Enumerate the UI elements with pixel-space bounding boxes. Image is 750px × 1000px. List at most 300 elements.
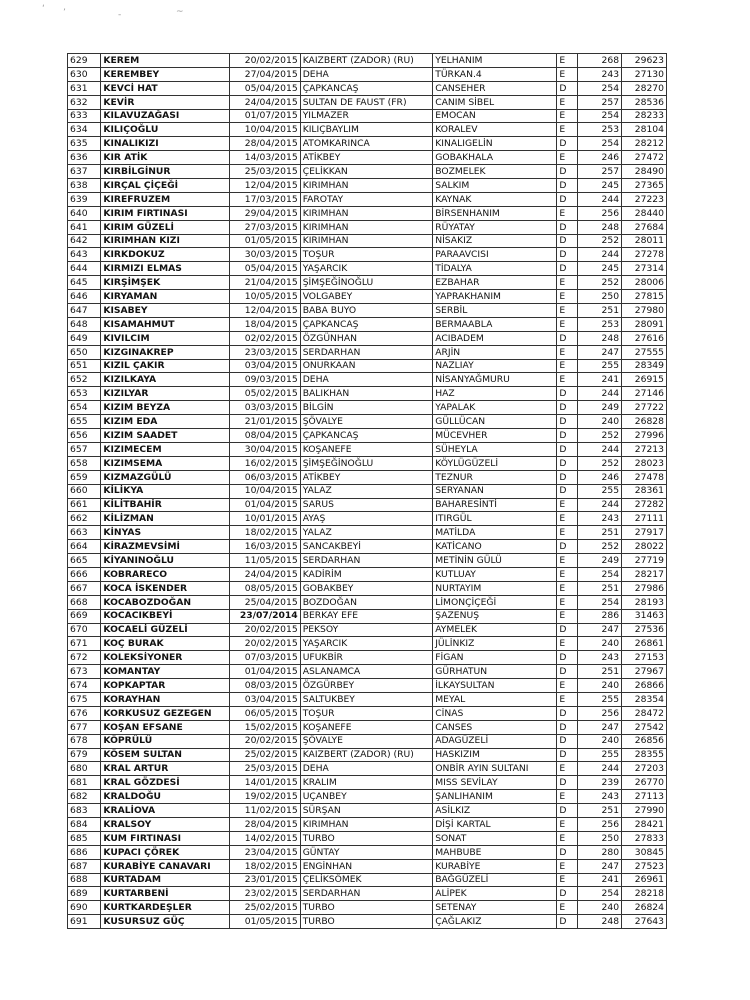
table-row <box>68 845 667 859</box>
row-number-cell: 666 <box>68 567 101 581</box>
sex-code-cell: E <box>557 373 578 387</box>
birth-date-cell: 21/01/2015 <box>229 415 300 429</box>
score-value-cell: 253 <box>578 123 622 137</box>
dam-name-cell: ÇAĞLAKIZ <box>433 915 557 929</box>
registry-number-cell: 30845 <box>622 845 667 859</box>
horse-name-cell: KEVCİ HAT <box>101 81 229 95</box>
registry-number-cell: 28091 <box>622 317 667 331</box>
sire-name-cell: ATİKBEY <box>300 151 433 165</box>
table-row <box>68 651 667 665</box>
dam-name-cell: ITIRGÜL <box>433 512 557 526</box>
birth-date-cell: 10/04/2015 <box>229 123 300 137</box>
sire-name-cell: YILMAZER <box>300 109 433 123</box>
registry-number-cell: 28212 <box>622 137 667 151</box>
horse-name-cell: KIZIM EDA <box>101 415 229 429</box>
score-value-cell: 245 <box>578 262 622 276</box>
horse-name-cell: KIZIMECEM <box>101 442 229 456</box>
sire-name-cell: TURBO <box>300 915 433 929</box>
table-row <box>68 290 667 304</box>
birth-date-cell: 23/01/2015 <box>229 873 300 887</box>
horse-name-cell: KUM FIRTINASI <box>101 831 229 845</box>
sex-code-cell: E <box>557 359 578 373</box>
dam-name-cell: KAYNAK <box>433 192 557 206</box>
table-row <box>68 151 667 165</box>
table-row <box>68 873 667 887</box>
registry-number-cell: 27643 <box>622 915 667 929</box>
sire-name-cell: KAIZBERT (ZADOR) (RU) <box>300 54 433 68</box>
dam-name-cell: ŞAZENUŞ <box>433 609 557 623</box>
dam-name-cell: DİŞİ KARTAL <box>433 817 557 831</box>
sex-code-cell: E <box>557 692 578 706</box>
registry-number-cell: 28421 <box>622 817 667 831</box>
sex-code-cell: E <box>557 637 578 651</box>
sire-name-cell: DEHA <box>300 67 433 81</box>
sex-code-cell: E <box>557 54 578 68</box>
row-number-cell: 653 <box>68 387 101 401</box>
score-value-cell: 252 <box>578 234 622 248</box>
row-number-cell: 671 <box>68 637 101 651</box>
horse-name-cell: KISABEY <box>101 304 229 318</box>
score-value-cell: 256 <box>578 706 622 720</box>
horse-name-cell: KIRMIZI ELMAS <box>101 262 229 276</box>
birth-date-cell: 10/05/2015 <box>229 290 300 304</box>
table-row <box>68 137 667 151</box>
registry-number-cell: 27815 <box>622 290 667 304</box>
birth-date-cell: 17/03/2015 <box>229 192 300 206</box>
registry-number-cell: 27223 <box>622 192 667 206</box>
registry-number-cell: 28355 <box>622 748 667 762</box>
birth-date-cell: 01/07/2015 <box>229 109 300 123</box>
horse-name-cell: KIZIL ÇAKIR <box>101 359 229 373</box>
row-number-cell: 633 <box>68 109 101 123</box>
sex-code-cell: D <box>557 720 578 734</box>
table-row <box>68 331 667 345</box>
sire-name-cell: ASLANAMCA <box>300 665 433 679</box>
row-number-cell: 636 <box>68 151 101 165</box>
table-row <box>68 498 667 512</box>
dam-name-cell: MÜCEVHER <box>433 429 557 443</box>
registry-number-cell: 26961 <box>622 873 667 887</box>
score-value-cell: 250 <box>578 831 622 845</box>
registry-number-cell: 26824 <box>622 901 667 915</box>
horse-name-cell: KINALIKIZI <box>101 137 229 151</box>
sire-name-cell: SARUS <box>300 498 433 512</box>
row-number-cell: 672 <box>68 651 101 665</box>
registry-number-cell: 28536 <box>622 95 667 109</box>
horse-name-cell: KIRIMHAN KIZI <box>101 234 229 248</box>
dam-name-cell: KURABİYE <box>433 859 557 873</box>
table-row <box>68 776 667 790</box>
table-row <box>68 345 667 359</box>
horse-name-cell: KILAVUZAĞASI <box>101 109 229 123</box>
sex-code-cell: E <box>557 595 578 609</box>
horse-name-cell: KİLİTBAHİR <box>101 498 229 512</box>
sire-name-cell: GÜNTAY <box>300 845 433 859</box>
registry-number-cell: 28193 <box>622 595 667 609</box>
horse-name-cell: KOŞAN EFSANE <box>101 720 229 734</box>
score-value-cell: 256 <box>578 817 622 831</box>
horse-name-cell: KEVİR <box>101 95 229 109</box>
horse-name-cell: KEREMBEY <box>101 67 229 81</box>
sex-code-cell: E <box>557 317 578 331</box>
score-value-cell: 243 <box>578 790 622 804</box>
row-number-cell: 661 <box>68 498 101 512</box>
table-row <box>68 54 667 68</box>
table-row <box>68 206 667 220</box>
registry-number-cell: 28354 <box>622 692 667 706</box>
sex-code-cell: E <box>557 498 578 512</box>
sex-code-cell: E <box>557 206 578 220</box>
registry-number-cell: 28361 <box>622 484 667 498</box>
horse-name-cell: KIZIM BEYZA <box>101 401 229 415</box>
table-row <box>68 567 667 581</box>
registry-number-cell: 27980 <box>622 304 667 318</box>
dam-name-cell: KINALIGELİN <box>433 137 557 151</box>
dam-name-cell: MISS SEVİLAY <box>433 776 557 790</box>
score-value-cell: 254 <box>578 109 622 123</box>
score-value-cell: 255 <box>578 692 622 706</box>
sex-code-cell: E <box>557 554 578 568</box>
sire-name-cell: ÇELİKSÖMEK <box>300 873 433 887</box>
dam-name-cell: NİSAKIZ <box>433 234 557 248</box>
dam-name-cell: YAPRAKHANIM <box>433 290 557 304</box>
birth-date-cell: 10/01/2015 <box>229 512 300 526</box>
score-value-cell: 247 <box>578 720 622 734</box>
score-value-cell: 252 <box>578 276 622 290</box>
row-number-cell: 632 <box>68 95 101 109</box>
dam-name-cell: LİMONÇİÇEĞİ <box>433 595 557 609</box>
score-value-cell: 254 <box>578 137 622 151</box>
sex-code-cell: E <box>557 512 578 526</box>
sire-name-cell: PEKSOY <box>300 623 433 637</box>
dam-name-cell: ŞANLIHANIM <box>433 790 557 804</box>
horse-name-cell: KRALSOY <box>101 817 229 831</box>
registry-number-cell: 28440 <box>622 206 667 220</box>
score-value-cell: 240 <box>578 901 622 915</box>
horse-name-cell: KIZGINAKREP <box>101 345 229 359</box>
score-value-cell: 244 <box>578 442 622 456</box>
score-value-cell: 244 <box>578 248 622 262</box>
row-number-cell: 669 <box>68 609 101 623</box>
sire-name-cell: YAŞARCIK <box>300 637 433 651</box>
row-number-cell: 662 <box>68 512 101 526</box>
sire-name-cell: GOBAKBEY <box>300 581 433 595</box>
registry-number-cell: 28233 <box>622 109 667 123</box>
row-number-cell: 651 <box>68 359 101 373</box>
sire-name-cell: SERDARHAN <box>300 345 433 359</box>
sire-name-cell: VOLGABEY <box>300 290 433 304</box>
row-number-cell: 648 <box>68 317 101 331</box>
sex-code-cell: D <box>557 415 578 429</box>
score-value-cell: 240 <box>578 679 622 693</box>
horse-name-cell: KURTKARDEŞLER <box>101 901 229 915</box>
sex-code-cell: D <box>557 623 578 637</box>
dam-name-cell: ADAGÜZELİ <box>433 734 557 748</box>
horse-name-cell: KÖSEM SULTAN <box>101 748 229 762</box>
horse-name-cell: KIZMAZGÜLÜ <box>101 470 229 484</box>
row-number-cell: 678 <box>68 734 101 748</box>
sire-name-cell: AYAŞ <box>300 512 433 526</box>
registry-rows <box>68 54 667 929</box>
table-row <box>68 387 667 401</box>
dam-name-cell: MEYAL <box>433 692 557 706</box>
horse-name-cell: KIRÇAL ÇİÇEĞİ <box>101 179 229 193</box>
table-row <box>68 456 667 470</box>
dam-name-cell: ALİPEK <box>433 887 557 901</box>
sex-code-cell: E <box>557 790 578 804</box>
score-value-cell: 246 <box>578 151 622 165</box>
sex-code-cell: E <box>557 567 578 581</box>
score-value-cell: 251 <box>578 804 622 818</box>
dam-name-cell: SERYANAN <box>433 484 557 498</box>
birth-date-cell: 06/03/2015 <box>229 470 300 484</box>
registry-number-cell: 27917 <box>622 526 667 540</box>
sex-code-cell: D <box>557 484 578 498</box>
birth-date-cell: 12/04/2015 <box>229 304 300 318</box>
row-number-cell: 647 <box>68 304 101 318</box>
birth-date-cell: 03/03/2015 <box>229 401 300 415</box>
dam-name-cell: KORALEV <box>433 123 557 137</box>
dam-name-cell: CANSES <box>433 720 557 734</box>
row-number-cell: 660 <box>68 484 101 498</box>
horse-name-cell: KORAYHAN <box>101 692 229 706</box>
registry-number-cell: 27833 <box>622 831 667 845</box>
sex-code-cell: E <box>557 151 578 165</box>
sire-name-cell: BALIKHAN <box>300 387 433 401</box>
sire-name-cell: YALAZ <box>300 484 433 498</box>
sire-name-cell: KIRIMHAN <box>300 179 433 193</box>
sire-name-cell: KIRIMHAN <box>300 206 433 220</box>
score-value-cell: 240 <box>578 637 622 651</box>
birth-date-cell: 20/02/2015 <box>229 54 300 68</box>
sex-code-cell: D <box>557 429 578 443</box>
birth-date-cell: 09/03/2015 <box>229 373 300 387</box>
sire-name-cell: SULTAN DE FAUST (FR) <box>300 95 433 109</box>
table-row <box>68 484 667 498</box>
dam-name-cell: BAHARESİNTİ <box>433 498 557 512</box>
registry-number-cell: 27996 <box>622 429 667 443</box>
score-value-cell: 251 <box>578 304 622 318</box>
sire-name-cell: FAROTAY <box>300 192 433 206</box>
registry-number-cell: 27523 <box>622 859 667 873</box>
horse-name-cell: KIZILKAYA <box>101 373 229 387</box>
sex-code-cell: D <box>557 387 578 401</box>
table-row <box>68 706 667 720</box>
sex-code-cell: E <box>557 762 578 776</box>
sire-name-cell: SERDARHAN <box>300 554 433 568</box>
horse-name-cell: KRALDOĞU <box>101 790 229 804</box>
horse-name-cell: KİNYAS <box>101 526 229 540</box>
sex-code-cell: D <box>557 734 578 748</box>
sex-code-cell: D <box>557 651 578 665</box>
sex-code-cell: D <box>557 470 578 484</box>
registry-number-cell: 26828 <box>622 415 667 429</box>
registry-number-cell: 28023 <box>622 456 667 470</box>
registry-number-cell: 28490 <box>622 165 667 179</box>
registry-number-cell: 26861 <box>622 637 667 651</box>
table-row <box>68 373 667 387</box>
row-number-cell: 629 <box>68 54 101 68</box>
score-value-cell: 240 <box>578 734 622 748</box>
horse-name-cell: KIRŞİMŞEK <box>101 276 229 290</box>
sire-name-cell: UÇANBEY <box>300 790 433 804</box>
sire-name-cell: KILIÇBAYLIM <box>300 123 433 137</box>
row-number-cell: 691 <box>68 915 101 929</box>
dam-name-cell: TİDALYA <box>433 262 557 276</box>
dam-name-cell: HASKIZIM <box>433 748 557 762</box>
horse-name-cell: KUPACI ÇÖREK <box>101 845 229 859</box>
row-number-cell: 664 <box>68 540 101 554</box>
birth-date-cell: 23/02/2015 <box>229 887 300 901</box>
birth-date-cell: 06/05/2015 <box>229 706 300 720</box>
dam-name-cell: RÜYATAY <box>433 220 557 234</box>
dam-name-cell: ACIBADEM <box>433 331 557 345</box>
sire-name-cell: ÇAPKANCAŞ <box>300 81 433 95</box>
birth-date-cell: 23/03/2015 <box>229 345 300 359</box>
horse-name-cell: KOCA İSKENDER <box>101 581 229 595</box>
table-row <box>68 442 667 456</box>
birth-date-cell: 16/03/2015 <box>229 540 300 554</box>
sire-name-cell: TOŞUR <box>300 248 433 262</box>
registry-number-cell: 27719 <box>622 554 667 568</box>
birth-date-cell: 20/02/2015 <box>229 734 300 748</box>
table-row <box>68 123 667 137</box>
horse-name-cell: KİLİZMAN <box>101 512 229 526</box>
dam-name-cell: BİRSENHANIM <box>433 206 557 220</box>
table-row <box>68 95 667 109</box>
sex-code-cell: D <box>557 706 578 720</box>
registry-number-cell: 27203 <box>622 762 667 776</box>
table-row <box>68 109 667 123</box>
birth-date-cell: 01/05/2015 <box>229 915 300 929</box>
dam-name-cell: YAPALAK <box>433 401 557 415</box>
sire-name-cell: ŞİMŞEĞİNOĞLU <box>300 456 433 470</box>
score-value-cell: 286 <box>578 609 622 623</box>
sire-name-cell: ŞÖVALYE <box>300 415 433 429</box>
dam-name-cell: JÜLİNKIZ <box>433 637 557 651</box>
sire-name-cell: TOŞUR <box>300 706 433 720</box>
horse-name-cell: KİLİKYA <box>101 484 229 498</box>
row-number-cell: 683 <box>68 804 101 818</box>
birth-date-cell: 29/04/2015 <box>229 206 300 220</box>
scan-mark: ‘ <box>42 4 45 14</box>
birth-date-cell: 27/04/2015 <box>229 67 300 81</box>
birth-date-cell: 23/07/2014 <box>229 609 300 623</box>
birth-date-cell: 14/02/2015 <box>229 831 300 845</box>
score-value-cell: 248 <box>578 220 622 234</box>
sex-code-cell: D <box>557 748 578 762</box>
sire-name-cell: ÇAPKANCAŞ <box>300 429 433 443</box>
table-row <box>68 540 667 554</box>
birth-date-cell: 11/05/2015 <box>229 554 300 568</box>
horse-name-cell: KÖPRÜLÜ <box>101 734 229 748</box>
sire-name-cell: BABA BUYO <box>300 304 433 318</box>
horse-name-cell: KOCABOZDOĞAN <box>101 595 229 609</box>
dam-name-cell: EMOCAN <box>433 109 557 123</box>
dam-name-cell: ARJİN <box>433 345 557 359</box>
birth-date-cell: 18/02/2015 <box>229 859 300 873</box>
registry-number-cell: 26915 <box>622 373 667 387</box>
birth-date-cell: 03/04/2015 <box>229 359 300 373</box>
sire-name-cell: TURBO <box>300 901 433 915</box>
dam-name-cell: NURTAYIM <box>433 581 557 595</box>
sex-code-cell: D <box>557 442 578 456</box>
birth-date-cell: 28/04/2015 <box>229 817 300 831</box>
row-number-cell: 675 <box>68 692 101 706</box>
registry-number-cell: 27314 <box>622 262 667 276</box>
horse-name-cell: KUSURSUZ GÜÇ <box>101 915 229 929</box>
dam-name-cell: ASİLKIZ <box>433 804 557 818</box>
horse-name-cell: KIZILYAR <box>101 387 229 401</box>
dam-name-cell: YELHANIM <box>433 54 557 68</box>
row-number-cell: 665 <box>68 554 101 568</box>
row-number-cell: 673 <box>68 665 101 679</box>
sex-code-cell: E <box>557 95 578 109</box>
table-row <box>68 220 667 234</box>
score-value-cell: 256 <box>578 206 622 220</box>
score-value-cell: 248 <box>578 331 622 345</box>
registry-number-cell: 29623 <box>622 54 667 68</box>
birth-date-cell: 10/04/2015 <box>229 484 300 498</box>
sire-name-cell: SALTUKBEY <box>300 692 433 706</box>
birth-date-cell: 08/05/2015 <box>229 581 300 595</box>
sire-name-cell: KADİRİM <box>300 567 433 581</box>
score-value-cell: 250 <box>578 290 622 304</box>
horse-name-cell: KİYANINOĞLU <box>101 554 229 568</box>
registry-number-cell: 27478 <box>622 470 667 484</box>
score-value-cell: 257 <box>578 95 622 109</box>
table-row <box>68 415 667 429</box>
birth-date-cell: 28/04/2015 <box>229 137 300 151</box>
dam-name-cell: EZBAHAR <box>433 276 557 290</box>
dam-name-cell: CANSEHER <box>433 81 557 95</box>
sire-name-cell: ONURKAAN <box>300 359 433 373</box>
row-number-cell: 659 <box>68 470 101 484</box>
birth-date-cell: 12/04/2015 <box>229 179 300 193</box>
sex-code-cell: D <box>557 262 578 276</box>
row-number-cell: 642 <box>68 234 101 248</box>
table-row <box>68 915 667 929</box>
registry-number-cell: 27542 <box>622 720 667 734</box>
table-row <box>68 859 667 873</box>
sire-name-cell: ŞÖVALYE <box>300 734 433 748</box>
sire-name-cell: BİLGİN <box>300 401 433 415</box>
birth-date-cell: 25/03/2015 <box>229 762 300 776</box>
horse-name-cell: KOCACIKBEYİ <box>101 609 229 623</box>
birth-date-cell: 01/04/2015 <box>229 665 300 679</box>
horse-name-cell: KIRKDOKUZ <box>101 248 229 262</box>
score-value-cell: 243 <box>578 67 622 81</box>
row-number-cell: 685 <box>68 831 101 845</box>
row-number-cell: 676 <box>68 706 101 720</box>
score-value-cell: 253 <box>578 317 622 331</box>
score-value-cell: 252 <box>578 429 622 443</box>
table-row <box>68 734 667 748</box>
dam-name-cell: NİSANYAĞMURU <box>433 373 557 387</box>
row-number-cell: 690 <box>68 901 101 915</box>
dam-name-cell: CİNAS <box>433 706 557 720</box>
horse-name-cell: KIZIMSEMA <box>101 456 229 470</box>
table-row <box>68 804 667 818</box>
dam-name-cell: GÜLLÜCAN <box>433 415 557 429</box>
dam-name-cell: SETENAY <box>433 901 557 915</box>
sex-code-cell: E <box>557 123 578 137</box>
sex-code-cell: D <box>557 456 578 470</box>
registry-number-cell: 28270 <box>622 81 667 95</box>
score-value-cell: 241 <box>578 873 622 887</box>
birth-date-cell: 03/04/2015 <box>229 692 300 706</box>
sire-name-cell: YAŞARCIK <box>300 262 433 276</box>
